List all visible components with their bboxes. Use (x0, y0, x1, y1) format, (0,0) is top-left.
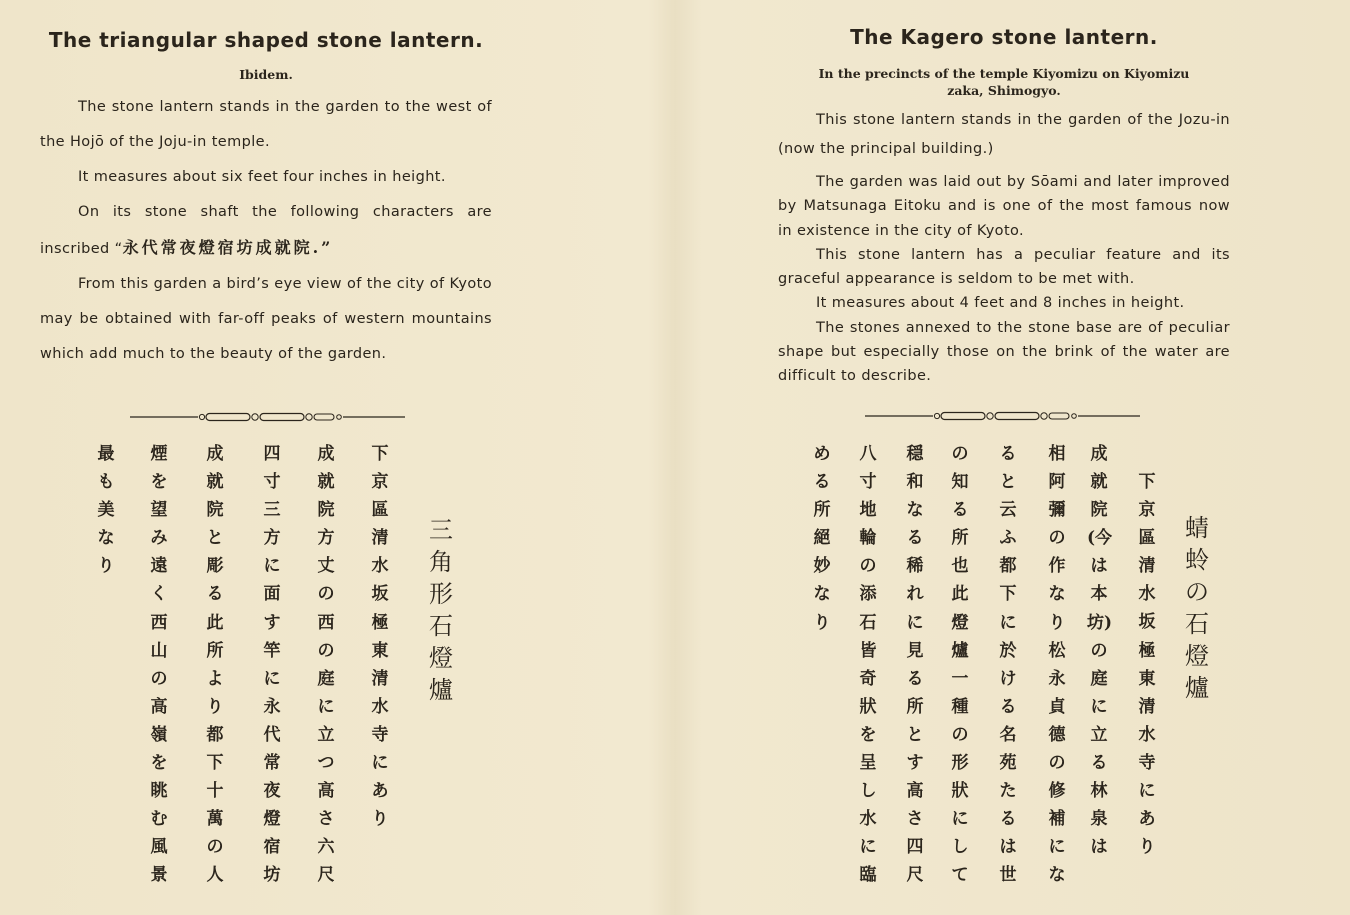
ornament-divider (865, 411, 1140, 421)
japanese-column: 最も美なり (97, 444, 115, 577)
right-page (778, 0, 1230, 915)
right-page-body (778, 106, 1230, 389)
paragraph: It measures about six feet four inches in height. (78, 169, 446, 185)
paragraph: The stones annexed to the stone base are of peculiar shape but especially those on the brink of the water are difficult to describe. (778, 319, 1230, 385)
japanese-column: 煙を望み遠く西山の高嶺を眺む風景 (150, 444, 168, 886)
japanese-column: 成就院(今は本坊)の庭に立る林泉は (1087, 444, 1113, 858)
paragraph: It measures about 4 feet and 8 inches in height. (816, 295, 1185, 312)
left-japanese-title: 三角形石燈爐 (429, 516, 453, 704)
inscription-text: 永代常夜燈宿坊成就院.” (122, 238, 334, 257)
japanese-column: 相阿彌の作なり松永貞德の修補にな (1048, 444, 1066, 886)
left-page-body (40, 90, 492, 372)
paragraph: From this garden a bird’s eye view of the city of Kyoto may be obtained with far-off peaks of western mountains which add much to the beauty of the garden. (40, 276, 492, 362)
left-page-subtitle: Ibidem. (239, 67, 293, 82)
left-page (40, 0, 492, 915)
paragraph: This stone lantern has a peculiar feature and its graceful appearance is seldom to be met with. (778, 246, 1230, 288)
right-page-subtitle: In the precincts of the temple Kiyomizu on Kiyomizu zaka, Shimogyo. (818, 66, 1190, 98)
japanese-column: める所絕妙なり (813, 444, 831, 633)
left-page-title: The triangular shaped stone lantern. (48, 28, 484, 52)
japanese-column: 成就院方丈の西の庭に立つ高さ六尺 (317, 444, 335, 886)
paragraph: This stone lantern stands in the garden of the Jozu-in (now the principal building.) (778, 112, 1230, 157)
paragraph: The stone lantern stands in the garden to the west of the Hojō of the Joju-in temple. (40, 99, 492, 150)
right-page-title: The Kagero stone lantern. (850, 25, 1158, 49)
japanese-column: 四寸三方に面す竿に永代常夜燈宿坊 (263, 444, 281, 886)
japanese-column: 成就院と彫る此所より都下十萬の人 (206, 444, 224, 886)
paragraph: The garden was laid out by Sōami and later improved by Matsunaga Eitoku and is one of the most famous now in existence in the city of Kyoto. (778, 174, 1230, 239)
right-japanese-text (778, 440, 1230, 890)
japanese-column: 八寸地輪の添石皆奇狀を呈し水に臨 (859, 444, 877, 886)
left-japanese-text (40, 440, 492, 890)
ornament-divider (130, 412, 405, 422)
right-japanese-title: 蜻蛉の石燈爐 (1185, 514, 1209, 702)
japanese-column: 穏和なる稀れに見る所とす高さ四尺 (906, 444, 924, 886)
paragraph (40, 195, 492, 267)
paragraph-text: On its stone shaft the following characters are inscribed “ (40, 204, 492, 257)
japanese-column: 下京區清水坂極東清水寺にあり (371, 444, 389, 830)
japanese-column: 下京區清水坂極東清水寺にあり (1138, 472, 1156, 858)
japanese-column: ると云ふ都下に於ける名苑たるは世 (999, 444, 1017, 886)
japanese-column: の知る所也此燈爐一種の形狀にして (951, 444, 969, 886)
